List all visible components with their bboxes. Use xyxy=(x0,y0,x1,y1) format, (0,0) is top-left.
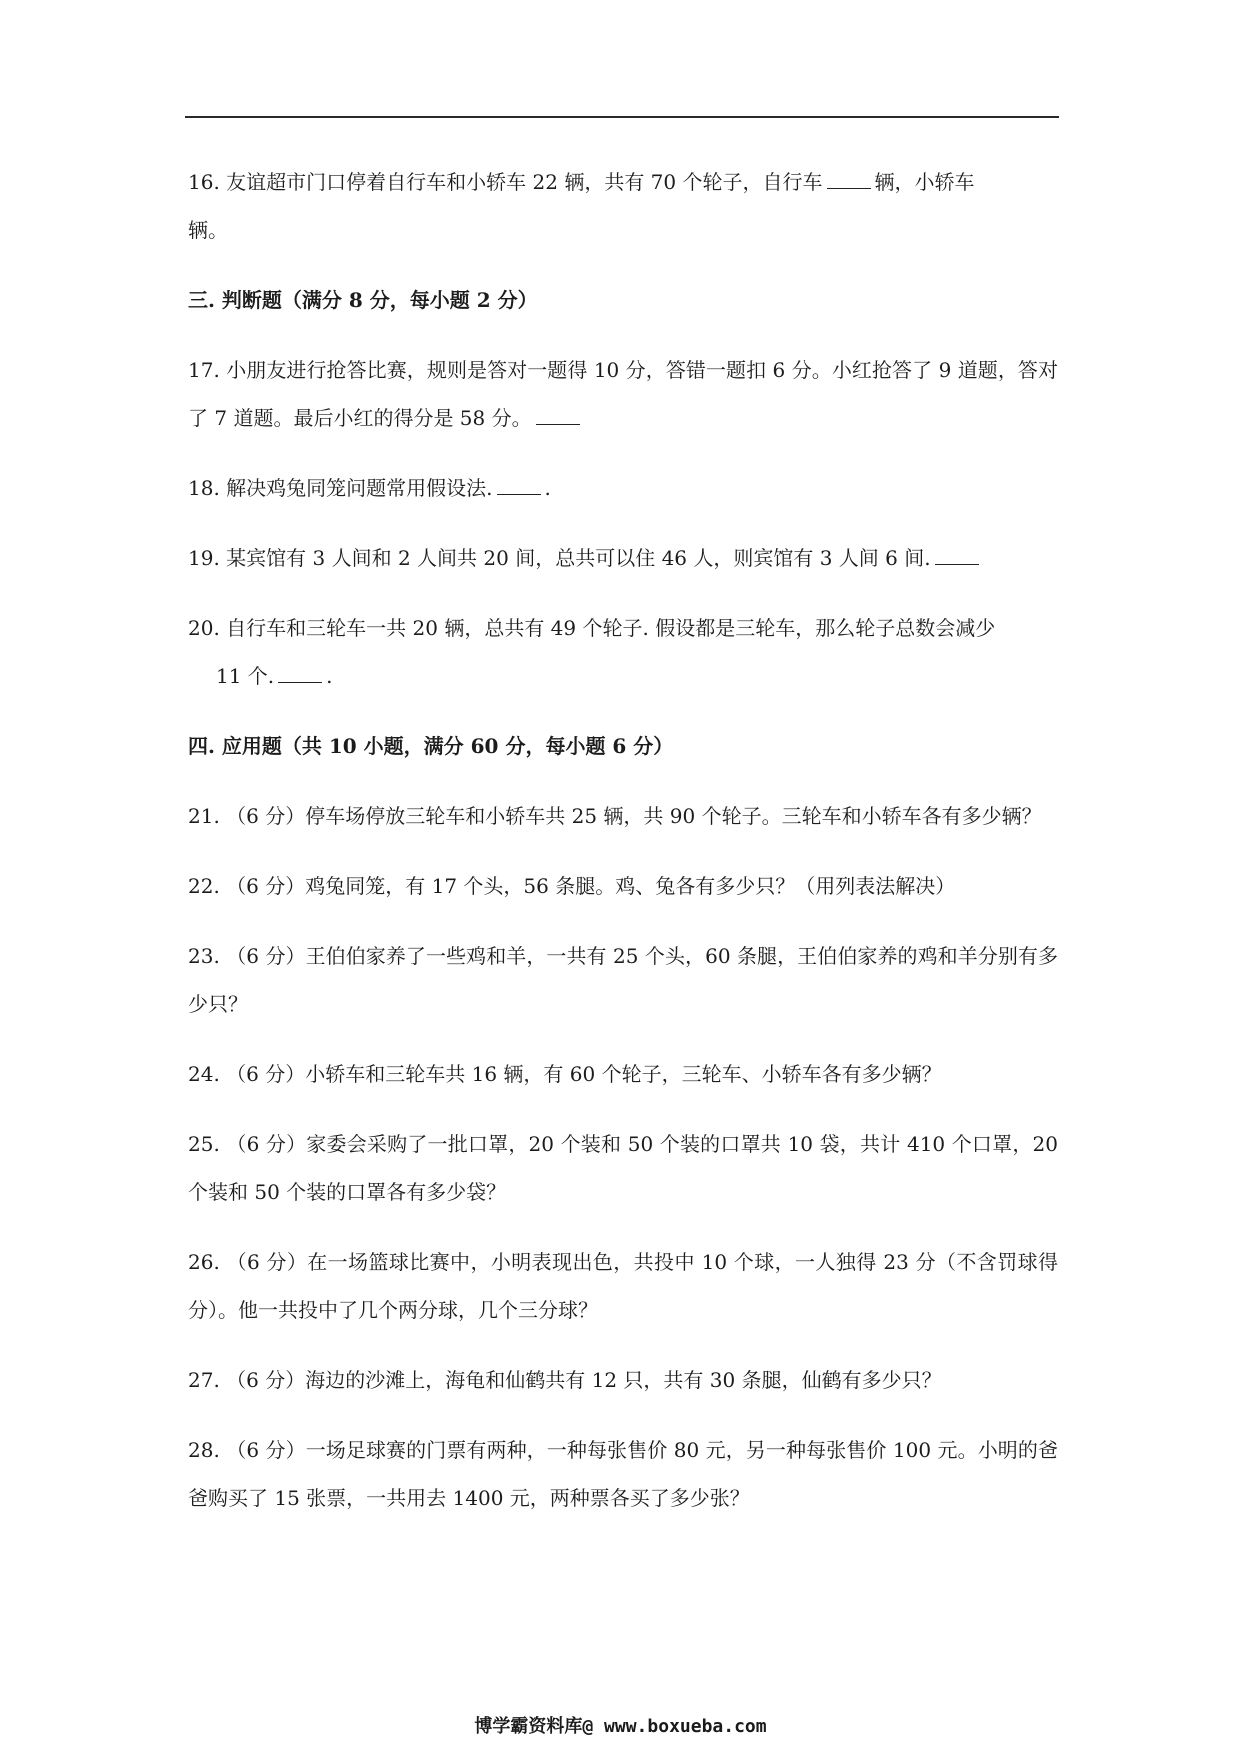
page-content xyxy=(188,158,1058,1544)
question-19 xyxy=(188,534,1058,582)
question-27: 27. （6 分）海边的沙滩上，海龟和仙鹤共有 12 只，共有 30 条腿，仙鹤有多少只？ xyxy=(188,1368,942,1392)
question-25: 25. （6 分）家委会采购了一批口罩，20 个装和 50 个装的口罩共 10 袋，共计 410 个口罩，20 个装和 50 个装的口罩各有多少袋？ xyxy=(188,1132,1058,1204)
question-18 xyxy=(188,464,1058,512)
answer-blank[interactable] xyxy=(497,476,541,495)
question-20 xyxy=(188,604,1058,700)
question-20-text-a: 20. 自行车和三轮车一共 20 辆，总共有 49 个轮子. 假设都是三轮车，那么轮子总数会减少 xyxy=(188,616,996,640)
question-16-text-b: 辆，小轿车 xyxy=(874,170,975,194)
header-rule xyxy=(185,116,1059,118)
question-22: 22. （6 分）鸡兔同笼，有 17 个头，56 条腿。鸡、兔各有多少只？（用列表法解决） xyxy=(188,874,956,898)
question-20-text-b: 11 个. xyxy=(216,664,275,688)
question-17 xyxy=(188,346,1058,442)
answer-blank[interactable] xyxy=(827,170,871,189)
footer-watermark: 博学霸资料库@ www.boxueba.com xyxy=(474,1716,767,1737)
answer-blank[interactable] xyxy=(536,406,580,425)
question-26: 26. （6 分）在一场篮球比赛中，小明表现出色，共投中 10 个球，一人独得 23 分（不含罚球得分）。他一共投中了几个两分球，几个三分球？ xyxy=(188,1250,1058,1322)
answer-blank[interactable] xyxy=(935,546,979,565)
question-20-period: . xyxy=(326,664,333,688)
question-17-text: 17. 小朋友进行抢答比赛，规则是答对一题得 10 分，答错一题扣 6 分。小红抢答了 9 道题，答对了 7 道题。最后小红的得分是 58 分。 xyxy=(188,358,1058,430)
question-16-text-a: 16. 友谊超市门口停着自行车和小轿车 22 辆，共有 70 个轮子，自行车 xyxy=(188,170,823,194)
question-16-text-c: 辆。 xyxy=(188,218,228,242)
section-title-applied: 四. 应用题（共 10 小题，满分 60 分，每小题 6 分） xyxy=(188,734,674,758)
question-23: 23. （6 分）王伯伯家养了一些鸡和羊，一共有 25 个头，60 条腿，王伯伯家养的鸡和羊分别有多少只？ xyxy=(188,944,1058,1016)
question-24: 24. （6 分）小轿车和三轮车共 16 辆，有 60 个轮子，三轮车、小轿车各有多少辆？ xyxy=(188,1062,942,1086)
question-18-text: 18. 解决鸡兔同笼问题常用假设法. xyxy=(188,476,493,500)
question-19-text: 19. 某宾馆有 3 人间和 2 人间共 20 间，总共可以住 46 人，则宾馆有 3 人间 6 间. xyxy=(188,546,931,570)
section-title-judgement: 三. 判断题（满分 8 分，每小题 2 分） xyxy=(188,288,538,312)
question-16 xyxy=(188,158,1058,254)
question-28: 28. （6 分）一场足球赛的门票有两种，一种每张售价 80 元，另一种每张售价 100 元。小明的爸爸购买了 15 张票，一共用去 1400 元，两种票各买了多少张？ xyxy=(188,1438,1058,1510)
question-18-period: . xyxy=(544,476,551,500)
answer-blank[interactable] xyxy=(278,664,322,683)
question-21: 21. （6 分）停车场停放三轮车和小轿车共 25 辆，共 90 个轮子。三轮车和小轿车各有多少辆？ xyxy=(188,804,1042,828)
